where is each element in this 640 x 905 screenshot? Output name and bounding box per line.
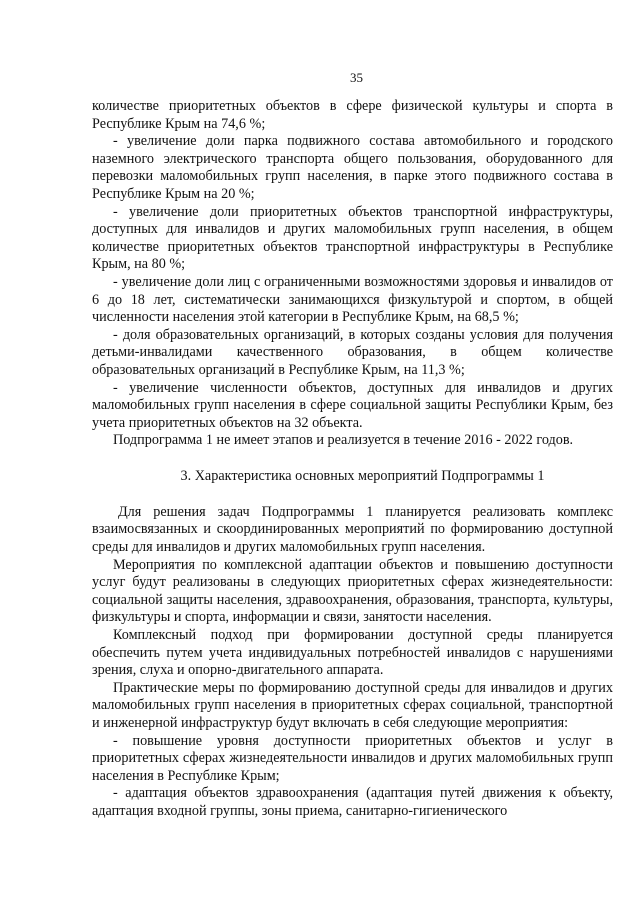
paragraph-bullet-transport-fleet: - увеличение доли парка подвижного состава автомобильного и городского наземного электрического транспорта общего пользования, оборудованного для перевозки маломобильных групп населения, в парке этого подвижного состава в Республике Крым на 20 %; <box>92 133 613 202</box>
paragraph-practical-measures: Практические меры по формированию доступной среды для инвалидов и других маломобильных групп населения в приоритетных сферах социальной, транспортной и инженерной инфраструктур будут включать в себя следующие мероприятия: <box>92 679 613 731</box>
paragraph-bullet-accessibility: - повышение уровня доступности приоритетных объектов и услуг в приоритетных сферах жизнедеятельности инвалидов и других маломобильных групп населения в Республике Крым; <box>92 732 613 784</box>
paragraph-bullet-transport-infrastructure: - увеличение доли приоритетных объектов транспортной инфраструктуры, доступных для инвалидов и других маломобильных групп населения, в общем количестве приоритетных объектов транспортной инфраструктуры в Республике Крым, на 80 %; <box>92 203 613 273</box>
paragraph-priority-spheres: Мероприятия по комплексной адаптации объектов и повышению доступности услуг будут реализованы в следующих приоритетных сферах жизнедеятельности: социальной защиты населения, здравоохранения, образования, транспорта, культуры, физкультуры и спорта, информации и связи, занятости населения. <box>92 556 613 626</box>
paragraph-continuation: количестве приоритетных объектов в сфере физической культуры и спорта в Республике Крым на 74,6 %; <box>92 98 613 132</box>
paragraph-tasks: Для решения задач Подпрограммы 1 планируется реализовать комплекс взаимосвязанных и скоординированных мероприятий по формированию доступной среды для инвалидов и других маломобильных групп населения. <box>92 503 613 556</box>
paragraph-period: Подпрограмма 1 не имеет этапов и реализуется в течение 2016 - 2022 годов. <box>113 432 574 449</box>
page-number: 35 <box>350 70 363 85</box>
paragraph-bullet-social-protection: - увеличение численности объектов, доступных для инвалидов и других маломобильных групп населения в сфере социальной защиты Республики Крым, без учета приоритетных объектов на 32 объекта. <box>92 379 613 431</box>
paragraph-bullet-sports: - увеличение доли лиц с ограниченными возможностями здоровья и инвалидов от 6 до 18 лет, систематически занимающихся физкультурой и спортом, в общей численности населения этой категории в Республике Крым, на 68,5 %; <box>92 273 613 326</box>
paragraph-complex-approach: Комплексный подход при формировании доступной среды планируется обеспечить путем учета индивидуальных потребностей инвалидов с нарушениями зрения, слуха и опорно-двигательного аппарата. <box>92 627 613 679</box>
paragraph-bullet-healthcare: - адаптация объектов здравоохранения (адаптация путей движения к объекту, адаптация входной группы, зоны приема, санитарно-гигиенического <box>92 785 613 819</box>
paragraph-bullet-education: - доля образовательных организаций, в которых созданы условия для получения детьми-инвалидами качественного образования, в общем количестве образовательных организаций в Республике Крым, на 11,3 %; <box>92 326 613 378</box>
section-heading: 3. Характеристика основных мероприятий Подпрограммы 1 <box>180 467 545 484</box>
